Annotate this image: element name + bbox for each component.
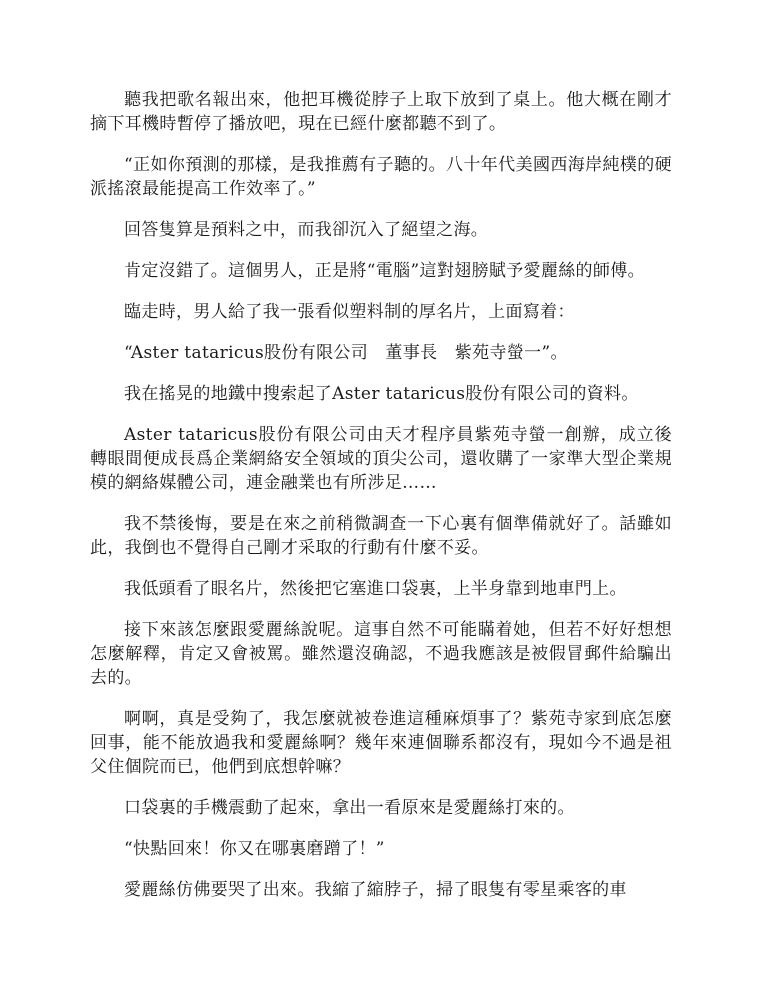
paragraph: 我在搖晃的地鐵中搜索起了Aster tataricus股份有限公司的資料。 [124,384,639,404]
paragraph: 接下來該怎麼跟愛麗絲說呢。這事自然不可能瞞着她，但若不好好想想怎麼解釋，肯定又會被罵。雖然還沒确認，不過我應該是被假冒郵件給騙出去的。 [90,620,672,688]
paragraph: 我不禁後悔，要是在來之前稍微調查一下心裏有個準備就好了。話雖如此，我倒也不覺得自己剛才采取的行動有什麼不妥。 [90,514,672,558]
paragraph: 臨走時，男人給了我一張看似塑料制的厚名片，上面寫着： [124,302,575,322]
paragraph: 啊啊，真是受夠了，我怎麼就被卷進這種麻煩事了？紫苑寺家到底怎麼回事，能不能放過我和愛麗絲啊？幾年來連個聯系都沒有，現如今不過是祖父住個院而已，他們到底想幹嘛？ [90,709,672,777]
paragraph: 回答隻算是預料之中，而我卻沉入了絕望之海。 [124,220,489,240]
paragraph: “正如你預測的那樣，是我推薦有子聽的。八十年代美國西海岸純樸的硬派搖滾最能提高工作效率了。” [90,155,672,199]
paragraph: “快點回來！你又在哪裏磨蹭了！” [124,839,385,859]
paragraph: 口袋裏的手機震動了起來，拿出一看原來是愛麗絲打來的。 [124,798,575,818]
paragraph: “Aster tataricus股份有限公司 董事長 紫苑寺螢一”。 [124,343,568,363]
paragraph: 我低頭看了眼名片，然後把它塞進口袋裏，上半身靠到地車門上。 [124,579,627,599]
paragraph: 肯定沒錯了。這個男人，正是將“電腦”這對翅膀賦予愛麗絲的師傅。 [124,261,645,281]
paragraph: 聽我把歌名報出來，他把耳機從脖子上取下放到了桌上。他大概在剛才摘下耳機時暫停了播放吧，現在已經什麼都聽不到了。 [90,90,672,134]
paragraph: 愛麗絲仿佛要哭了出來。我縮了縮脖子，掃了眼隻有零星乘客的車 [124,880,627,900]
paragraph: Aster tataricus股份有限公司由天才程序員紫苑寺螢一創辦，成立後轉眼間便成長爲企業網絡安全領域的頂尖公司，還收購了一家準大型企業規模的網絡媒體公司，連金融業也有所涉足…… [90,425,672,493]
body-text [90,88,672,919]
